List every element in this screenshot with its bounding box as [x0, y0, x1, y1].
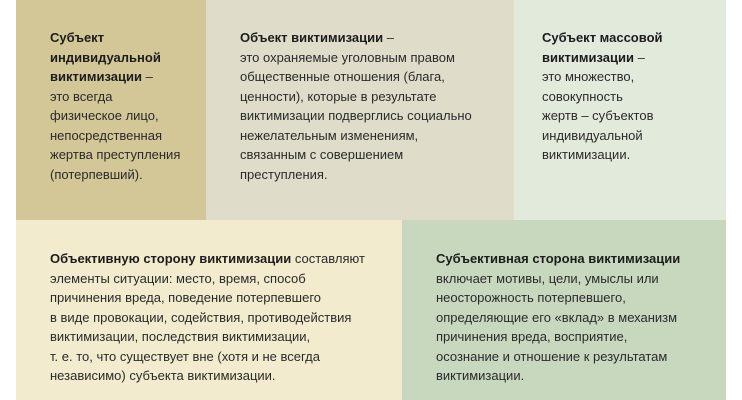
- object-victimization-block: [206, 0, 514, 220]
- block-title: Субъективная сторона виктимизации: [436, 251, 681, 266]
- block-text: [542, 28, 726, 165]
- block-title: Субъект индивидуальной виктимизации: [50, 30, 161, 84]
- subjective-side-victimization-block: [402, 220, 726, 400]
- block-text: [50, 249, 402, 386]
- block-title: Объект виктимизации: [240, 30, 384, 45]
- block-body: – это множество, совокупность жертв – субъектов индивидуальной виктимизации.: [542, 49, 654, 162]
- objective-side-victimization-block: [16, 220, 402, 400]
- block-title: Субъект массовой виктимизации: [542, 30, 663, 65]
- block-body: – это всегда физическое лицо, непосредственная жертва преступления (потерпевший).: [50, 69, 181, 182]
- block-body: составляют элементы ситуации: место, время, способ причинения вреда, поведение потерпевшего в виде провокации, содействия, противодействия виктимизации, последствия виктимизации, т. е. то, что существует вне (хотя и не всегда независимо) субъекта виктимизации.: [50, 251, 365, 383]
- subject-mass-victimization-block: [514, 0, 726, 220]
- block-text: [240, 28, 514, 184]
- block-body: включает мотивы, цели, умыслы или неосторожность потерпевшего, определяющие его «вклад» в механизм причинения вреда, восприятие, осознание и отношение к результатам виктимизации.: [436, 270, 678, 383]
- block-text: [50, 28, 206, 184]
- subject-individual-victimization-block: [16, 0, 206, 220]
- block-text: [436, 249, 726, 386]
- block-title: Объективную сторону виктимизации: [50, 251, 292, 266]
- block-body: – это охраняемые уголовным правом общественные отношения (блага, ценности), которые в результате виктимизации подверглись социально нежелательным изменениям, связанным с совершением преступления.: [240, 30, 472, 182]
